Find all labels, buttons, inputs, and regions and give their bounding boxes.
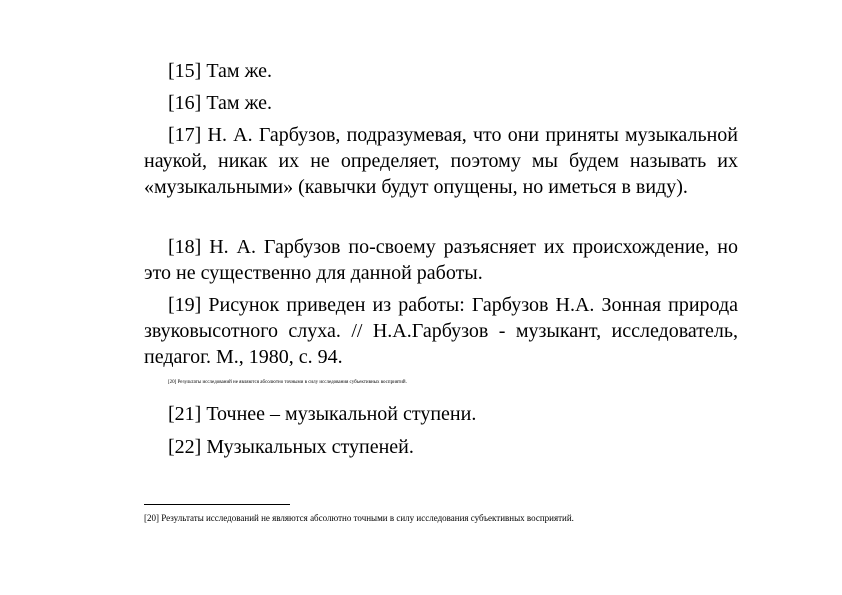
endnote-18 bbox=[144, 234, 738, 286]
endnote-17-text: [17] Н. А. Гарбузов, подразумевая, что они приняты музыкальной наукой, никак их не определяет, поэтому мы будем называть их «музыкальными» (кавычки будут опущены, но иметься в виду). bbox=[144, 124, 738, 198]
endnote-15-text: [15] Там же. bbox=[168, 60, 273, 82]
endnote-21 bbox=[144, 401, 738, 427]
endnote-19-text: [19] Рисунок приведен из работы: Гарбузов Н.А. Зонная природа звуковысотного слуха. // Н.А.Гарбузов - музыкант, исследователь, педагог. М., 1980, с. 94. bbox=[144, 294, 738, 368]
endnote-18-text: [18] Н. А. Гарбузов по-своему разъясняет их происхождение, но это не существенно для данной работы. bbox=[144, 236, 738, 284]
endnote-22-text: [22] Музыкальных ступеней. bbox=[168, 436, 414, 458]
endnote-21-text: [21] Точнее – музыкальной ступени. bbox=[168, 403, 477, 425]
endnote-16-text: [16] Там же. bbox=[168, 92, 273, 114]
footnote-separator bbox=[144, 504, 290, 505]
endnote-17 bbox=[144, 122, 738, 200]
endnote-22 bbox=[144, 434, 738, 460]
endnote-20-small: [20] Результаты исследований не являются абсолютно точными в силу исследования субъективных восприятий. bbox=[168, 380, 407, 385]
endnote-19 bbox=[144, 292, 738, 370]
footnote-20: [20] Результаты исследований не являются абсолютно точными в силу исследования субъективных восприятий. bbox=[144, 513, 574, 523]
endnote-16 bbox=[144, 90, 738, 116]
endnote-15 bbox=[144, 58, 738, 84]
